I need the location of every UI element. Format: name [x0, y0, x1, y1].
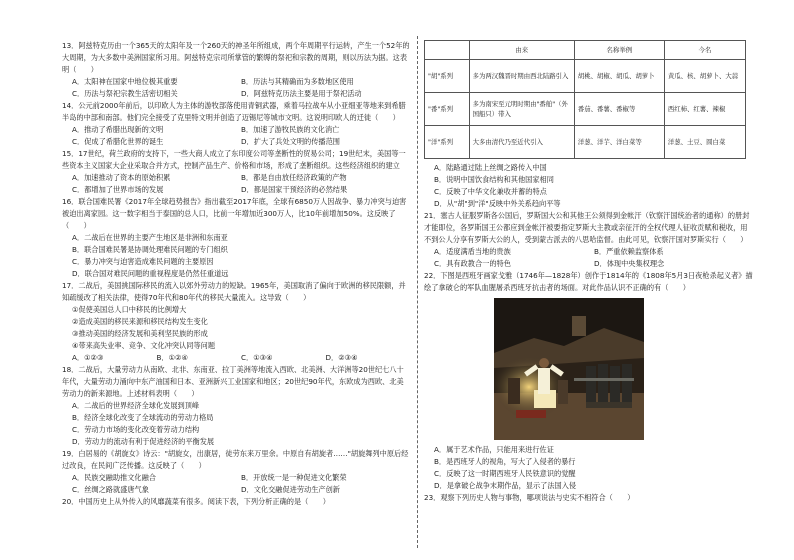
answer-option: C．①③④ [241, 353, 273, 362]
table-cell: 胡桃、胡椒、胡瓜、胡萝卜 [574, 60, 664, 93]
painting-third-of-may-image [494, 298, 644, 440]
answer-option: A．适度满盾当地的贵族 [434, 247, 511, 256]
answer-option: C．劳动力市场的变化改变着劳动力结构 [72, 425, 200, 434]
answer-option: B．①②④ [156, 353, 188, 362]
right-column [424, 40, 754, 504]
painting-illustration [494, 298, 644, 440]
question-stem: 23．观察下列历史人物与事物，哪项说法与史实不相符合（ ） [424, 493, 635, 502]
question-stem: 21．塞古人征服罗斯各公国后，罗斯国大公和其他王公须得到金帐汗（钦察汗国统治者的通称）的册封才能即位，各罗斯国王公都应到金帐汗被要指定罗斯大主教或亲征汗的全权代理人征收贡赋和税收，用不到公人分享有罗斯大公的人，受到蒙古派去的八思哈监督。由此可见，钦察汗国对罗斯实行（ ） [424, 211, 750, 244]
table-cell: "番"系列 [425, 93, 470, 126]
table-row [425, 126, 746, 159]
answer-option: D．阿兹特克历法主要是用于祭祀活动 [241, 89, 362, 98]
answer-option: D．劳动力的流动有利于促进经济的平衡发展 [72, 437, 215, 446]
table-cell: 多为两汉魏晋时期由西北陆路引入 [469, 60, 574, 93]
table-header-row [425, 41, 746, 60]
column-divider [417, 36, 418, 548]
table-row [425, 60, 746, 93]
answer-option: C．历法与祭祀宗教生活密切相关 [72, 89, 178, 98]
question-stem: 20．中国历史上从外传入的风靡蔬菜有很多。阅读下表，下列分析正确的是（ ） [62, 497, 330, 506]
answer-option: D．文化交融促进劳动生产创新 [241, 485, 340, 494]
answer-option: D．扩大了兵处文明的传播范围 [241, 137, 340, 146]
answer-options-row [424, 246, 754, 258]
answer-options-row [62, 76, 410, 100]
answer-option: A．属于艺术作品，只能用来进行佐证 [434, 445, 554, 454]
table-cell: 黄瓜、核、胡萝卜、大蒜 [664, 60, 745, 93]
answer-option: ③推动美国的经济发展和美利坚民族的形成 [72, 329, 208, 338]
answer-option: C．丝绸之路就盛唐气象 [72, 485, 149, 494]
left-column [62, 40, 410, 508]
vegetable-origin-table [424, 40, 746, 159]
answer-option: A．陆路通过陆上丝绸之路传入中国 [434, 163, 547, 172]
answer-options-row [62, 352, 410, 364]
answer-option: D．联合国对难民问题的重视程度是仍然任重道远 [72, 269, 229, 278]
answer-option: B．说明中国饮食结构和其他国家相同 [434, 175, 554, 184]
answer-option: B．都是自由放任经济政策的产物 [241, 173, 347, 182]
answer-option: A．二战后的世界经济全球化发展到顶峰 [72, 401, 200, 410]
table-cell: 番茄、番薯、番椒等 [574, 93, 664, 126]
table-cell: 洋葱、洋芋、洋白菜等 [574, 126, 664, 159]
question-stem: 17．二战后，美国挑国际移民的流入以郊外劳动力的短缺。1965年，美国取消了偏向于欧洲的移民限额，并知疏缓改了相关法律，使得70年代和80年代的移民大量流入。这导致（ ） [62, 281, 406, 302]
answer-option: C．暴力冲突与迫害造成难民问题的主要原因 [72, 257, 214, 266]
answer-options-row [424, 258, 754, 270]
answer-option: C．反映了这一时期西班牙人民铁意识的觉醒 [434, 469, 576, 478]
answer-option: D．是拿破仑战争末期作品，显示了法国入侵 [434, 481, 577, 490]
question-stem: 14．公元前2000年前后，以印欧人为主体的游牧部落使用青铜武器，乘着马拉战车从小亚细亚等地来到希腊半岛的中部和南部。他们完全接受了克里特文明并创造了迈锡尼等城市文明。这说明印欧人的迁徙（ ） [62, 101, 406, 122]
right-questions-a [424, 162, 754, 294]
table-cell: 多为南宋至元明时期由"番舶"（外国船只）带入 [469, 93, 574, 126]
answer-option: A．太阳神在国家中地位极其重要 [72, 77, 178, 86]
table-cell: 洋葱、土豆、圆白菜 [664, 126, 745, 159]
question-stem: 15．17世纪，荷兰政府的支持下，一些大商人成立了东印度公司等垄断性的贸易公司；19世纪末，美国等一些资本主义国家大企业采取合并方式，控制产品生产、价格和市场，形成了垄断组织。这些经济组织的建立 [62, 149, 406, 170]
question-stem: 16．联合国难民署《2017年全球趋势报告》指出截至2017年底，全球有6850万人因战争、暴力冲突与迫害被迫出离家园。这一数字相当于泰国的总人口，比前一年增加近300万人，比10年前增加50%。这反映了（ ） [62, 197, 407, 230]
table-cell: "洋"系列 [425, 126, 470, 159]
answer-option: B．加速了游牧民族的文化消亡 [241, 125, 340, 134]
answer-option: A．①②③ [72, 353, 104, 362]
table-row [425, 93, 746, 126]
answer-option: A．民族交融助推文化融合 [72, 473, 156, 482]
answer-option: B．联合国难民署是协调处理难民问题的专门组织 [72, 245, 228, 254]
answer-option: B．开放统一是一种促进文化繁荣 [241, 473, 347, 482]
table-cell: 大多由清代乃至近代引入 [469, 126, 574, 159]
table-header-cell: 由来 [469, 41, 574, 60]
answer-option: C．反映了中华文化兼收并蓄的特点 [434, 187, 547, 196]
answer-option: ④带来高失业率、竞争、文化冲突认同等问题 [72, 341, 216, 350]
answer-option: A．加速推动了资本的原始积累 [72, 173, 171, 182]
question-stem: 18．二战后，大量劳动力从南欧、北非、东南亚、拉丁美洲等地流入西欧、北美洲、大洋洲等20世纪七八十年代，大量劳动力涌向中东产油国和日本、亚洲新兴工业国家和地区；20世纪90年代，东欧成为西欧、北美劳动力的新来源地。上述材料表明（ ） [62, 365, 404, 398]
answer-option: C．都增加了世界市场的发展 [72, 185, 164, 194]
answer-option: D．体现中央集权理念 [594, 259, 665, 268]
answer-option: B．历法与其精确而为多数地区使用 [241, 77, 354, 86]
question-stem: 22．下图是西班牙画家戈雅（1746年—1828年）创作于1814年的《1808年5月3日夜枪杀起义者》描绘了拿破仑的军队血腥屠杀西班牙抗击者的场面。对此作品认识不正确的有（ ） [424, 271, 753, 292]
answer-option: D．②③④ [325, 353, 358, 362]
answer-option: C．促成了希腊化世界的诞生 [72, 137, 164, 146]
answer-options-row [62, 172, 410, 196]
question-stem: 13．阿兹特克历由一个365天的太阳年及一个260天的神圣年所组成，两个年周期平行运转，产生一个52年的大周期，为大多数中美洲国家所习用。阿兹特克宗司所掌管的繁缛的祭祀和宗教的周期，则以历法为据。这表明（ ） [62, 41, 410, 74]
table-header-cell [425, 41, 470, 60]
answer-option: A．二战后在世界的主要产生地区是非洲和东南亚 [72, 233, 228, 242]
right-questions-b [424, 444, 754, 504]
answer-options-row [62, 124, 410, 148]
answer-option: B．是西班牙人的视角，写大了入侵者的暴行 [434, 457, 576, 466]
answer-option: D．都是国家干预经济的必然结果 [241, 185, 348, 194]
answer-option: D．从"胡"到"洋"反映中外关系趋向平等 [434, 199, 561, 208]
table-cell: 西红柿、红薯、辣椒 [664, 93, 745, 126]
table-header-cell: 今名 [664, 41, 745, 60]
answer-option: ①促使美国总人口中移民的比例增大 [72, 305, 187, 314]
question-stem: 19．白居易的《胡旋女》诗云："胡旋女，出康居，徒劳东来万里余。中原自有胡旋者……"胡旋舞列中原后经过改良，在民间广泛传播。这反映了（ ） [62, 449, 409, 470]
answer-option: B．经济全球化改变了全球流动的劳动力格局 [72, 413, 214, 422]
answer-option: A．推动了希腊出现新的文明 [72, 125, 164, 134]
answer-option: ②造成美国的移民来源和移民结构发生变化 [72, 317, 208, 326]
answer-option: C．具有政教合一的特色 [434, 259, 511, 268]
table-header-cell: 名称举例 [574, 41, 664, 60]
answer-option: B．严重依赖监察体系 [594, 247, 664, 256]
answer-options-row [62, 472, 410, 496]
table-cell: "胡"系列 [425, 60, 470, 93]
